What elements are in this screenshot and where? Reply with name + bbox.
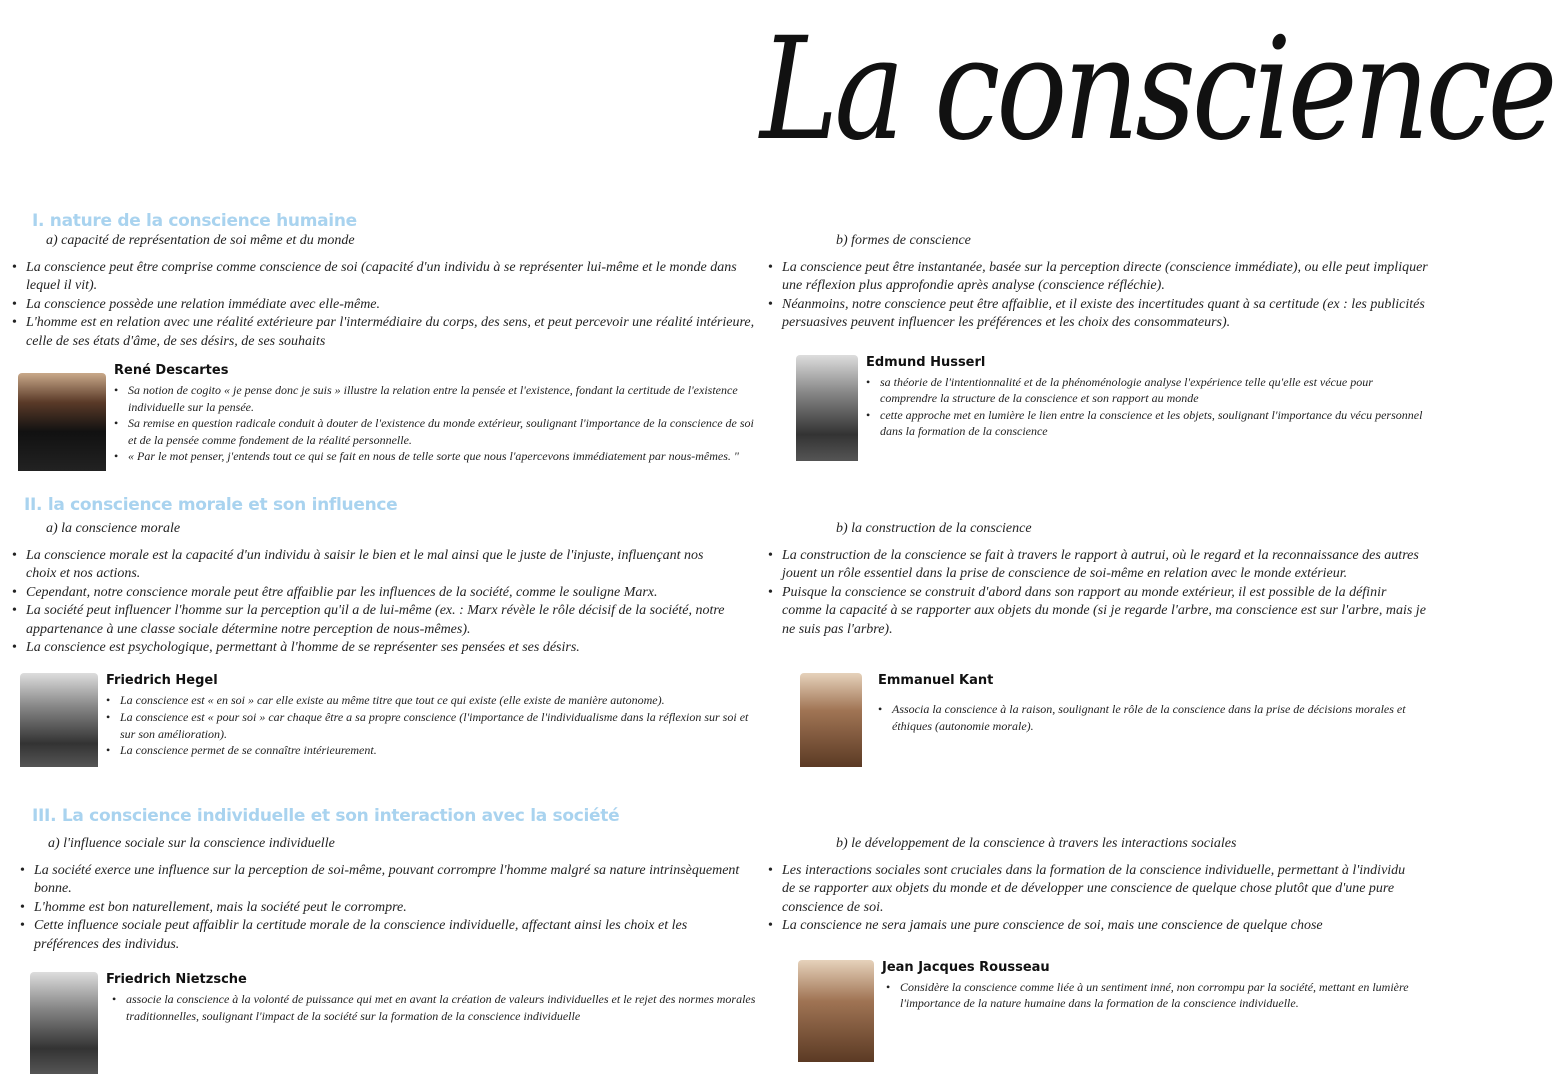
section-1-heading: I. nature de la conscience humaine bbox=[32, 211, 357, 231]
philosopher-name: Friedrich Hegel bbox=[106, 673, 218, 689]
bullet-item: • L'homme est en relation avec une réalité extérieure par l'intermédiaire du corps, des sens, et peut percevoir une réalité intérieure, celle de ses états d'âme, de ses désirs, de ses souhaits bbox=[12, 314, 760, 351]
philosopher-name: Edmund Husserl bbox=[866, 354, 986, 370]
bullet-item: • La conscience est « pour soi » car chaque être a sa propre conscience (l'importance de l'individualisme dans la réflexion sur soi et sur son amélioration). bbox=[106, 709, 760, 742]
nietzsche-bullets bbox=[106, 991, 760, 1024]
bullet-item: • Néanmoins, notre conscience peut être affaiblie, et il existe des incertitudes quant à sa certitude (ex : les publicités persuasives peuvent influencer les préférences et les choix des consommateurs). bbox=[768, 296, 1428, 333]
section-3b-subtitle: b) le développement de la conscience à travers les interactions sociales bbox=[836, 836, 1237, 851]
section-1b-subtitle: b) formes de conscience bbox=[836, 233, 971, 248]
husserl-block bbox=[768, 355, 1428, 461]
bullet-item: • La conscience morale est la capacité d'un individu à saisir le bien et le mal ainsi que le juste de l'injuste, influençant nos choix et nos actions. bbox=[12, 547, 737, 584]
section-1b-bullets bbox=[768, 259, 1428, 333]
section-2a bbox=[0, 520, 760, 767]
rousseau-block bbox=[768, 960, 1428, 1062]
descartes-bullets bbox=[114, 382, 760, 465]
hegel-bullets bbox=[106, 692, 760, 758]
bullet-item: • associe la conscience à la volonté de puissance qui met en avant la création de valeurs individuelles et le rejet des normes morales traditionnelles, soulignant l'impact de la société sur la formation de la conscience individuelle bbox=[112, 991, 760, 1024]
bullet-item: • La conscience peut être instantanée, basée sur la perception directe (conscience immédiate), ou elle peut impliquer une réflexion plus approfondie après analyse (conscience réfléchie). bbox=[768, 259, 1428, 296]
page-header bbox=[0, 0, 1553, 210]
descartes-portrait bbox=[18, 373, 106, 471]
section-1b bbox=[768, 232, 1428, 461]
bullet-item: • La société exerce une influence sur la perception de soi-même, pouvant corrompre l'homme malgré sa nature intrinsèquement bonne. bbox=[20, 862, 742, 899]
bullet-item: • La conscience ne sera jamais une pure conscience de soi, mais une conscience de quelque chose bbox=[768, 917, 1408, 935]
section-2a-bullets bbox=[12, 547, 737, 657]
section-1a-bullets bbox=[12, 259, 760, 351]
rousseau-bullets bbox=[882, 979, 1428, 1012]
philosopher-name: Jean Jacques Rousseau bbox=[882, 959, 1050, 975]
bullet-item: • L'homme est bon naturellement, mais la société peut le corrompre. bbox=[20, 899, 742, 917]
section-2b-subtitle: b) la construction de la conscience bbox=[836, 521, 1032, 536]
bullet-item: • Cependant, notre conscience morale peut être affaiblie par les influences de la société, comme le souligne Marx. bbox=[12, 584, 737, 602]
section-3b-bullets bbox=[768, 862, 1408, 936]
hegel-portrait bbox=[20, 673, 98, 767]
bullet-item: • cette approche met en lumière le lien entre la conscience et les objets, soulignant l'importance du vécu personnel dans la formation de la conscience bbox=[866, 407, 1428, 440]
section-1 bbox=[0, 210, 1440, 494]
section-3-heading: III. La conscience individuelle et son interaction avec la société bbox=[32, 806, 620, 826]
husserl-bullets bbox=[866, 374, 1428, 440]
bullet-item: • Associa la conscience à la raison, soulignant le rôle de la conscience dans la prise de décisions morales et éthiques (autonomie morale). bbox=[878, 701, 1428, 734]
bullet-item: • La conscience est « en soi » car elle existe au même titre que tout ce qui existe (elle existe de manière autonome). bbox=[106, 692, 760, 709]
bullet-item: • La conscience possède une relation immédiate avec elle-même. bbox=[12, 296, 760, 314]
section-3a-subtitle: a) l'influence sociale sur la conscience individuelle bbox=[48, 836, 335, 851]
nietzsche-portrait bbox=[30, 972, 98, 1074]
bullet-item: • La construction de la conscience se fait à travers le rapport à autrui, où le regard et la reconnaissance des autres jouent un rôle essentiel dans la prise de conscience de soi-même en relation avec le monde extérieur. bbox=[768, 547, 1428, 584]
descartes-block bbox=[12, 363, 760, 471]
kant-bullets bbox=[878, 701, 1428, 734]
bullet-item: • Les interactions sociales sont cruciales dans la formation de la conscience individuelle, permettant à l'individu de se rapporter aux objets du monde et de développer une conscience de quelque chose plutôt que d'une pure conscience de soi. bbox=[768, 862, 1408, 917]
section-3b bbox=[768, 835, 1428, 1062]
section-1a-subtitle: a) capacité de représentation de soi même et du monde bbox=[46, 233, 355, 248]
husserl-portrait bbox=[796, 355, 858, 461]
bullet-item: • « Par le mot penser, j'entends tout ce qui se fait en nous de telle sorte que nous l'apercevons immédiatement par nous-mêmes. " bbox=[114, 448, 760, 465]
kant-portrait bbox=[800, 673, 862, 767]
bullet-item: • Sa remise en question radicale conduit à douter de l'existence du monde extérieur, soulignant l'importance de la conscience de soi et de la pensée comme fondement de la réalité personnelle. bbox=[114, 415, 760, 448]
bullet-item: • La société peut influencer l'homme sur la perception qu'il a de lui-même (ex. : Marx révèle le rôle décisif de la société, notre appartenance à une classe sociale détermine notre perception de nous-mêmes). bbox=[12, 602, 737, 639]
philosopher-name: Friedrich Nietzsche bbox=[106, 972, 247, 988]
section-2b bbox=[768, 520, 1428, 767]
bullet-item: • La conscience est psychologique, permettant à l'homme de se représenter ses pensées et ses désirs. bbox=[12, 639, 737, 657]
philosopher-name: Emmanuel Kant bbox=[878, 673, 994, 689]
bullet-item: • Sa notion de cogito « je pense donc je suis » illustre la relation entre la pensée et l'existence, fondant la certitude de l'existence individuelle sur la pensée. bbox=[114, 382, 760, 415]
kant-block bbox=[768, 673, 1428, 767]
section-2b-bullets bbox=[768, 547, 1428, 639]
section-1a bbox=[0, 232, 760, 471]
section-2a-subtitle: a) la conscience morale bbox=[46, 521, 181, 536]
hegel-block bbox=[12, 673, 760, 767]
section-2-heading: II. la conscience morale et son influence bbox=[24, 495, 398, 515]
section-2 bbox=[0, 494, 1440, 805]
bullet-item: • La conscience peut être comprise comme conscience de soi (capacité d'un individu à se représenter lui-même et le monde dans lequel il vit). bbox=[12, 259, 760, 296]
philosopher-name: René Descartes bbox=[114, 363, 229, 379]
section-3a-bullets bbox=[20, 862, 742, 954]
bullet-item: • Cette influence sociale peut affaiblir la certitude morale de la conscience individuelle, affectant ainsi les choix et les préférences des individus. bbox=[20, 917, 742, 954]
bullet-item: • Considère la conscience comme liée à un sentiment inné, non corrompu par la société, mettant en lumière l'importance de la nature humaine dans la formation de la conscience individuelle. bbox=[886, 979, 1428, 1012]
bullet-item: • sa théorie de l'intentionnalité et de la phénoménologie analyse l'expérience telle qu'elle est vécue pour comprendre la structure de la conscience et son rapport au monde bbox=[866, 374, 1428, 407]
section-3a bbox=[0, 835, 760, 1074]
rousseau-portrait bbox=[798, 960, 874, 1062]
bullet-item: • Puisque la conscience se construit d'abord dans son rapport au monde extérieur, il est possible de la définir comme la capacité à se rapporter aux objets du monde (si je regarde l'arbre, ma conscience est sur l'arbre, mais je ne suis pas l'arbre). bbox=[768, 584, 1428, 639]
nietzsche-block bbox=[20, 972, 760, 1074]
bullet-item: • La conscience permet de se connaître intérieurement. bbox=[106, 742, 760, 759]
section-3 bbox=[0, 805, 1440, 1077]
page-title: La conscience bbox=[760, 6, 1553, 172]
